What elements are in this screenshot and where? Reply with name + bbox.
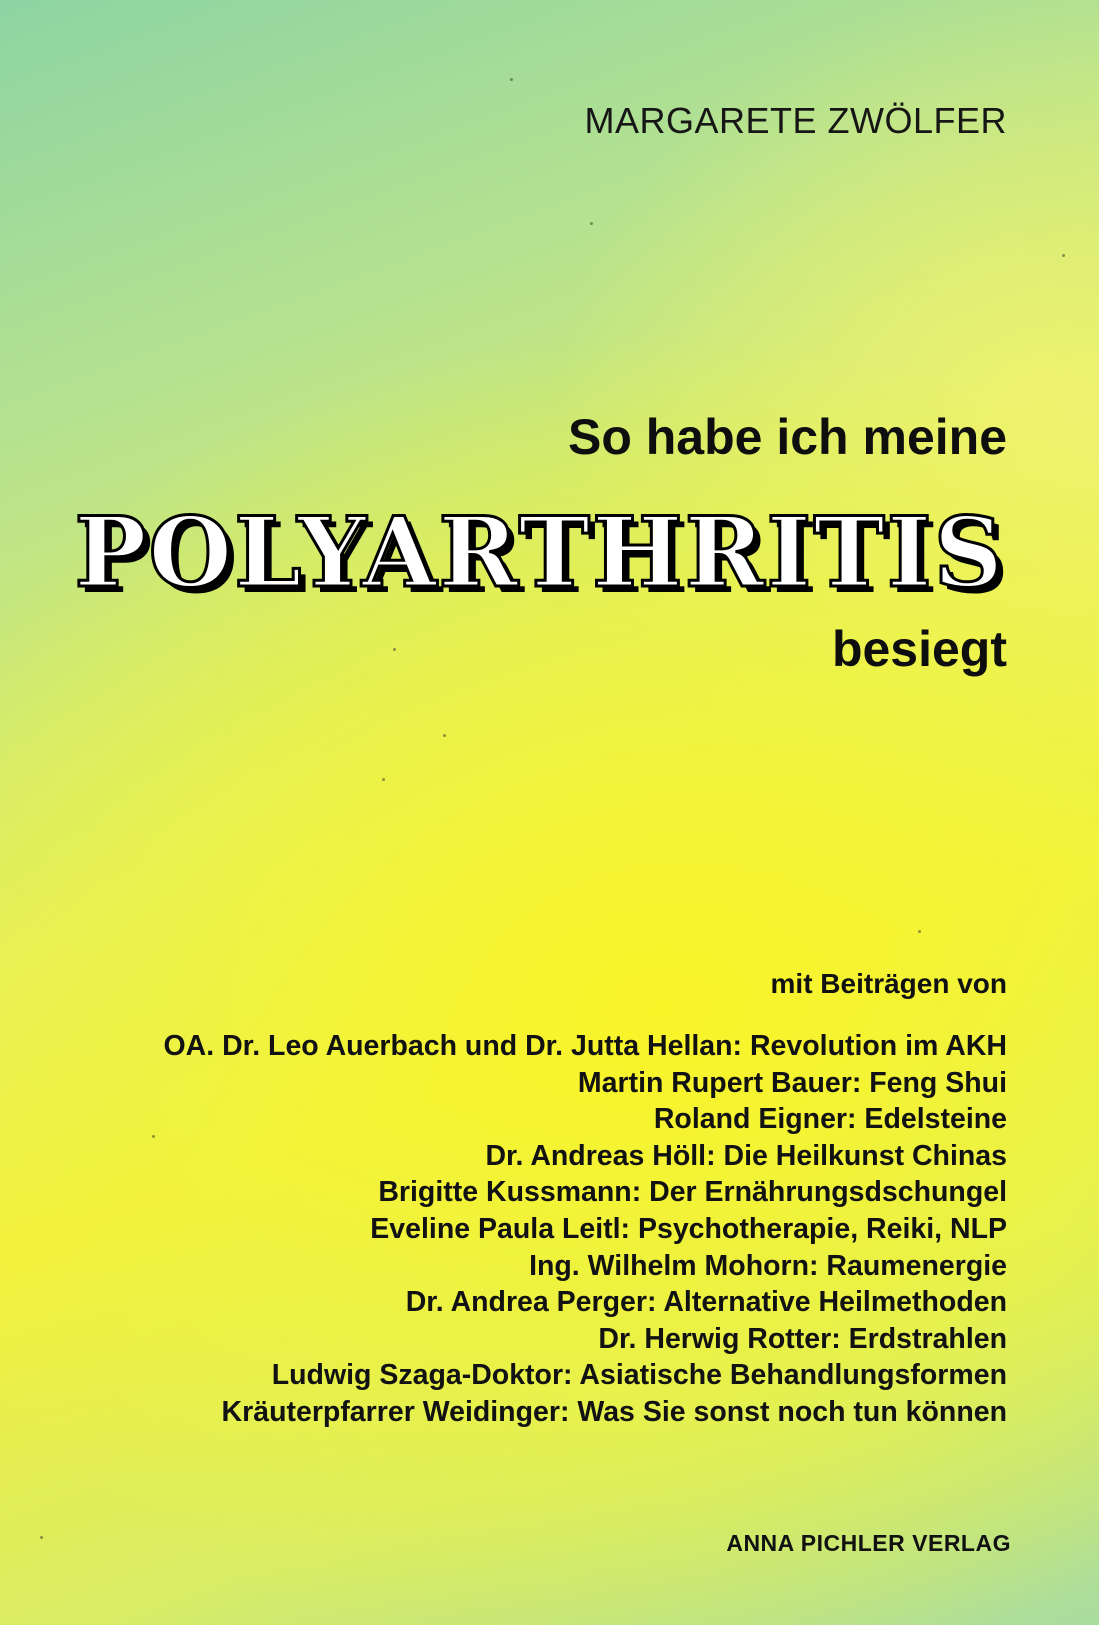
contribution-item: Dr. Andreas Höll: Die Heilkunst Chinas bbox=[485, 1139, 1007, 1172]
speck bbox=[510, 78, 513, 81]
publisher-name: ANNA PICHLER VERLAG bbox=[726, 1530, 1011, 1556]
contribution-item: Eveline Paula Leitl: Psychotherapie, Reiki, NLP bbox=[370, 1212, 1007, 1245]
contribution-item: Dr. Herwig Rotter: Erdstrahlen bbox=[598, 1322, 1007, 1355]
title-main: POLYARTHRITIS bbox=[74, 496, 1005, 609]
title-line-3: besiegt bbox=[831, 621, 1007, 677]
contribution-item: Roland Eigner: Edelsteine bbox=[653, 1103, 1007, 1136]
speck bbox=[918, 930, 921, 933]
contribution-item: OA. Dr. Leo Auerbach und Dr. Jutta Hellan: Revolution im AKH bbox=[163, 1030, 1007, 1062]
author-name: MARGARETE ZWÖLFER bbox=[584, 100, 1007, 141]
contribution-item: Ludwig Szaga-Doktor: Asiatische Behandlungsformen bbox=[271, 1359, 1007, 1392]
title-line-1: So habe ich meine bbox=[567, 409, 1007, 465]
contributions-intro: mit Beiträgen von bbox=[770, 968, 1007, 999]
contribution-item: Dr. Andrea Perger: Alternative Heilmethoden bbox=[405, 1286, 1007, 1319]
contribution-item: Martin Rupert Bauer: Feng Shui bbox=[577, 1066, 1007, 1099]
contribution-item: Kräuterpfarrer Weidinger: Was Sie sonst noch tun können bbox=[221, 1395, 1007, 1428]
speck bbox=[443, 734, 446, 737]
speck bbox=[590, 222, 593, 225]
speck bbox=[382, 778, 385, 781]
speck bbox=[393, 648, 396, 651]
speck bbox=[1062, 254, 1065, 257]
contribution-item: Ing. Wilhelm Mohorn: Raumenergie bbox=[529, 1249, 1007, 1282]
speck bbox=[40, 1536, 43, 1539]
contributions-list bbox=[107, 1028, 1007, 1431]
contribution-item: Brigitte Kussmann: Der Ernährungsdschungel bbox=[378, 1176, 1007, 1209]
